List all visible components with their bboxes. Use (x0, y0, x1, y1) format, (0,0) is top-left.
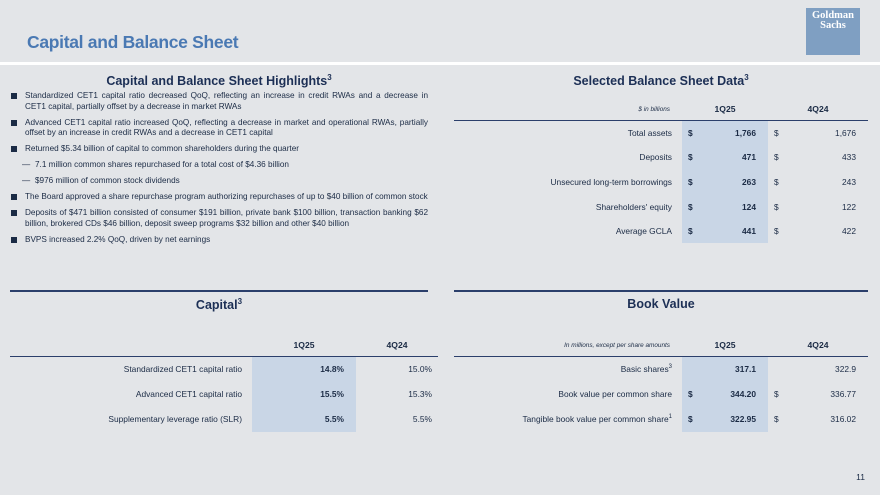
capital-table (10, 334, 438, 432)
book-value-col2: 4Q24 (807, 340, 829, 350)
balance-sheet-row (454, 121, 868, 146)
prior-value: 316.02 (830, 414, 856, 424)
book-value-unit: In millions, except per share amounts (564, 341, 670, 349)
balance-sheet-row (454, 170, 868, 195)
balance-sheet-row (454, 219, 868, 244)
prior-value: 15.3% (408, 389, 432, 399)
row-label: Total assets (627, 128, 672, 139)
row-label-text: Basic shares (620, 364, 669, 375)
current-value: 124 (702, 194, 768, 219)
highlight-sub-bullet: — 7.1 million common shares repurchased for a total cost of $4.36 billion (10, 160, 428, 171)
currency-symbol (682, 357, 702, 382)
book-value-table (454, 334, 868, 432)
row-label: Supplementary leverage ratio (SLR) (108, 414, 242, 424)
balance-sheet-unit: $ in billions (638, 105, 670, 113)
prior-value: 243 (842, 176, 856, 187)
currency-symbol: $ (682, 145, 702, 170)
prior-value: 336.77 (830, 389, 856, 399)
current-value: 15.5% (252, 382, 356, 407)
row-label: Standardized CET1 capital ratio (123, 364, 242, 375)
capital-row (10, 357, 438, 382)
current-value: 322.95 (702, 407, 768, 432)
balance-sheet-table (454, 98, 868, 243)
capital-col2: 4Q24 (386, 340, 408, 350)
current-value: 471 (702, 145, 768, 170)
currency-symbol: $ (682, 382, 702, 407)
row-label-text: Tangible book value per common share (522, 414, 669, 424)
highlight-bullet: Standardized CET1 capital ratio decreased QoQ, reflecting an increase in credit RWAs and a decrease in CET1 capital, partially offset by a decrease in market RWAs (10, 91, 428, 112)
balance-sheet-col1: 1Q25 (714, 104, 736, 114)
capital-header-row (10, 334, 438, 357)
row-label-text: Book value per common share (558, 389, 672, 399)
row-label (454, 357, 682, 382)
current-value: 441 (702, 219, 768, 244)
currency-symbol: $ (682, 407, 702, 432)
highlights-list (10, 91, 428, 251)
currency-symbol: $ (774, 414, 779, 424)
highlight-bullet: Advanced CET1 capital ratio increased QoQ, reflecting a decrease in market and operational RWAs, partially offset by an increase in credit RWAs and a decrease in CET1 capital (10, 118, 428, 139)
current-value: 317.1 (702, 357, 768, 382)
current-value: 263 (702, 170, 768, 195)
currency-symbol: $ (774, 176, 779, 187)
highlight-bullet: The Board approved a share repurchase program authorizing repurchases of up to $40 billion of common stock (10, 192, 428, 203)
prior-value: 15.0% (408, 364, 432, 375)
highlight-bullet: Deposits of $471 billion consisted of consumer $191 billion, private bank $100 billion, transaction banking $62 billion, brokered CDs $46 billion, deposit sweep programs $32 billion and other $40 billion (10, 208, 428, 229)
capital-row (10, 382, 438, 407)
balance-sheet-header-row (454, 98, 868, 121)
currency-symbol: $ (774, 201, 779, 212)
balance-sheet-col2: 4Q24 (807, 104, 829, 114)
book-value-col1: 1Q25 (714, 340, 736, 350)
prior-value: 1,676 (835, 128, 856, 139)
prior-value: 122 (842, 201, 856, 212)
row-label: Average GCLA (615, 226, 672, 237)
prior-value: 422 (842, 226, 856, 237)
prior-value: 322.9 (835, 364, 856, 375)
book-value-top-rule (454, 290, 868, 292)
row-label: Unsecured long-term borrowings (550, 176, 672, 187)
balance-sheet-row (454, 194, 868, 219)
highlight-sub-bullet: — $976 million of common stock dividends (10, 176, 428, 187)
currency-symbol: $ (774, 128, 779, 139)
footnote-marker: 1 (668, 414, 672, 421)
currency-symbol: $ (682, 170, 702, 195)
book-value-title: Book Value (627, 297, 695, 311)
book-value-row (454, 407, 868, 432)
currency-symbol: $ (774, 152, 779, 163)
current-value: 14.8% (252, 357, 356, 382)
balance-sheet-row (454, 145, 868, 170)
page-title: Capital and Balance Sheet (27, 32, 239, 52)
logo-line-2: Sachs (820, 20, 846, 31)
goldman-sachs-logo (806, 8, 860, 55)
row-label: Deposits (639, 152, 672, 163)
book-value-row (454, 357, 868, 382)
logo-line-1: Goldman (811, 10, 854, 21)
currency-symbol: $ (682, 219, 702, 244)
capital-row (10, 407, 438, 432)
capital-col1: 1Q25 (293, 340, 315, 350)
currency-symbol: $ (774, 226, 779, 237)
highlight-bullet: BVPS increased 2.2% QoQ, driven by net earnings (10, 235, 428, 246)
highlights-title: Capital and Balance Sheet Highlights$^3$ (106, 73, 332, 89)
current-value: 1,766 (702, 121, 768, 146)
currency-symbol: $ (774, 389, 779, 399)
prior-value: 433 (842, 152, 856, 163)
balance-sheet-title: Selected Balance Sheet Data$^3$ (573, 73, 749, 89)
row-label: Shareholders' equity (595, 201, 672, 212)
book-value-header-row (454, 334, 868, 357)
row-label: Advanced CET1 capital ratio (135, 389, 242, 399)
prior-value: 5.5% (412, 414, 432, 424)
currency-symbol: $ (682, 194, 702, 219)
currency-symbol: $ (682, 121, 702, 146)
capital-top-rule (10, 290, 428, 292)
book-value-row (454, 382, 868, 407)
current-value: 5.5% (252, 407, 356, 432)
row-label (454, 382, 682, 407)
header-divider (0, 62, 880, 65)
row-label (454, 407, 682, 432)
footnote-marker: 3 (668, 364, 672, 371)
highlight-bullet: Returned $5.34 billion of capital to common shareholders during the quarter (10, 144, 428, 155)
current-value: 344.20 (702, 382, 768, 407)
currency-symbol (768, 357, 788, 382)
capital-title: Capital$^3$ (195, 297, 243, 313)
page-number: 11 (856, 472, 865, 482)
